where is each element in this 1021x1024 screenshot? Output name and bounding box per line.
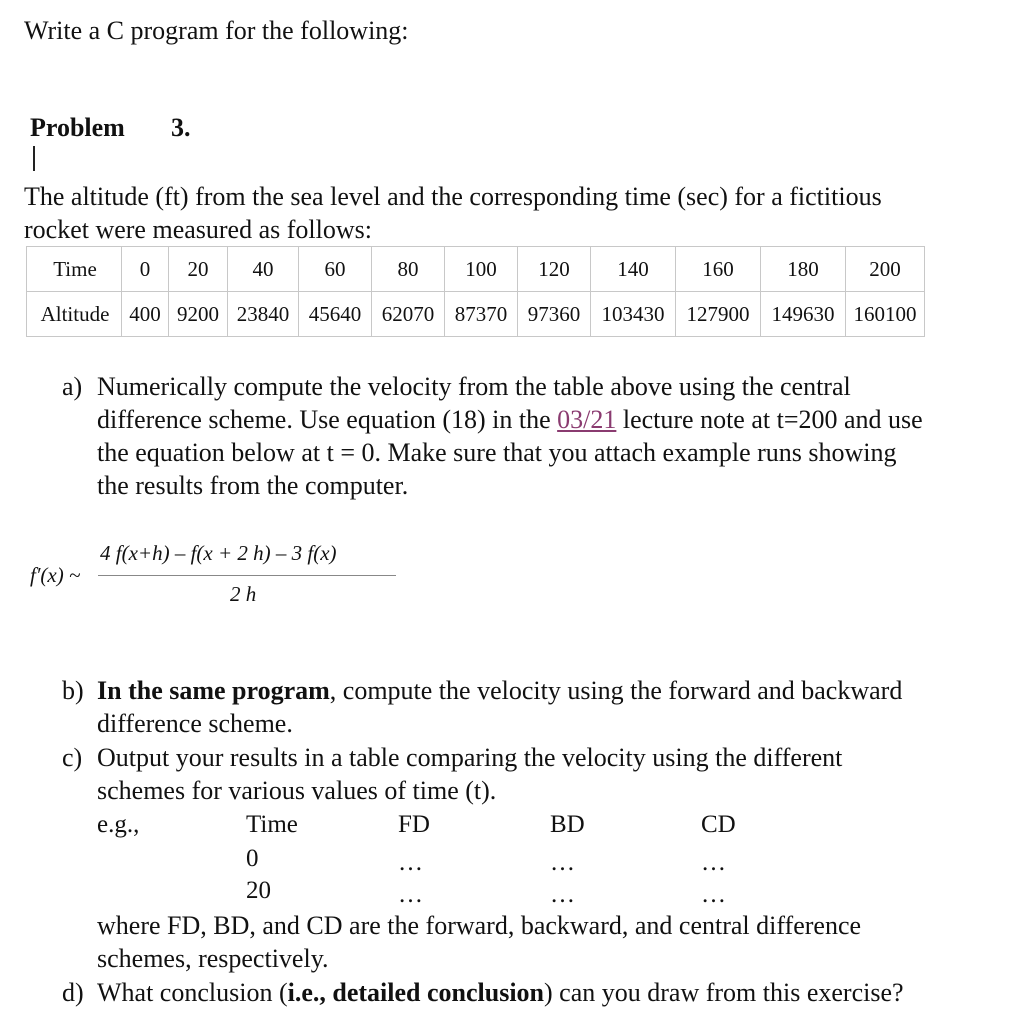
table-cell: 160	[676, 247, 761, 292]
table-cell: 200	[846, 247, 925, 292]
formula-denominator: 2 h	[230, 582, 257, 606]
intro-line-1: The altitude (ft) from the sea level and the corresponding time (sec) for a fictitious	[24, 182, 882, 211]
example-label: e.g.,	[97, 811, 140, 838]
example-header-fd: FD	[398, 811, 430, 838]
part-c-where-line-1: where FD, BD, and CD are the forward, backward, and central difference	[97, 911, 862, 940]
part-c-where-line-2: schemes, respectively.	[97, 944, 329, 973]
example-cell: …	[701, 881, 728, 908]
table-cell: 20	[169, 247, 228, 292]
table-cell: 45640	[299, 292, 372, 337]
table-cell: 400	[122, 292, 169, 337]
example-cell: 20	[246, 877, 271, 904]
part-c-marker: c)	[62, 743, 83, 772]
part-a-line-2-post: lecture note at t=200 and use	[616, 405, 923, 434]
example-cell: 0	[246, 845, 259, 872]
intro-line-2: rocket were measured as follows:	[24, 215, 372, 244]
part-c-line-2: schemes for various values of time (t).	[97, 776, 497, 805]
fraction-bar	[98, 575, 396, 576]
table-cell: 100	[445, 247, 518, 292]
part-d-line	[97, 976, 904, 1009]
altitude-time-table	[26, 246, 925, 337]
table-cell: 23840	[228, 292, 299, 337]
part-a-line-3: the equation below at t = 0. Make sure that you attach example runs showing	[97, 438, 897, 467]
part-a-line-2	[97, 403, 923, 436]
table-header-altitude: Altitude	[27, 292, 122, 337]
part-b-marker: b)	[62, 676, 84, 705]
part-a-line-4: the results from the computer.	[97, 471, 409, 500]
part-a-line-1: Numerically compute the velocity from the table above using the central	[97, 372, 851, 401]
table-cell: 180	[761, 247, 846, 292]
part-c-line-1: Output your results in a table comparing the velocity using the different	[97, 743, 843, 772]
problem-label: Problem	[30, 113, 125, 142]
table-cell: 140	[591, 247, 676, 292]
example-header-time: Time	[246, 811, 298, 838]
table-cell: 87370	[445, 292, 518, 337]
table-cell: 9200	[169, 292, 228, 337]
page-title: Write a C program for the following:	[24, 16, 409, 45]
table-cell: 80	[372, 247, 445, 292]
part-a-line-2-pre: difference scheme. Use equation (18) in the	[97, 405, 558, 434]
formula-lhs: f′(x) ~	[30, 563, 81, 587]
part-a-marker: a)	[62, 372, 83, 401]
example-cell: …	[550, 849, 577, 876]
table-cell: 97360	[518, 292, 591, 337]
part-d-bold: i.e., detailed conclusion	[287, 978, 545, 1007]
problem-number: 3.	[171, 113, 191, 142]
example-cell: …	[398, 881, 425, 908]
table-cell: 160100	[846, 292, 925, 337]
part-b-bold: In the same program	[97, 676, 330, 705]
example-cell: …	[701, 849, 728, 876]
table-row-time	[27, 247, 925, 292]
example-header-cd: CD	[701, 811, 736, 838]
table-cell: 149630	[761, 292, 846, 337]
part-d-post: ) can you draw from this exercise?	[544, 978, 904, 1007]
table-cell: 40	[228, 247, 299, 292]
table-cell: 60	[299, 247, 372, 292]
part-b-line-1	[97, 674, 902, 707]
lecture-note-link[interactable]: 03/21	[557, 405, 617, 434]
text-cursor	[33, 146, 35, 171]
table-row-altitude	[27, 292, 925, 337]
table-cell: 62070	[372, 292, 445, 337]
table-cell: 103430	[591, 292, 676, 337]
part-d-pre: What conclusion (	[97, 978, 288, 1007]
table-cell: 120	[518, 247, 591, 292]
part-d-marker: d)	[62, 978, 84, 1007]
formula-numerator: 4 f(x+h) – f(x + 2 h) – 3 f(x)	[100, 541, 337, 565]
table-header-time: Time	[27, 247, 122, 292]
table-cell: 0	[122, 247, 169, 292]
example-header-bd: BD	[550, 811, 585, 838]
example-cell: …	[398, 849, 425, 876]
part-b-line-1-rest: , compute the velocity using the forward and backward	[329, 676, 903, 705]
example-cell: …	[550, 881, 577, 908]
part-b-line-2: difference scheme.	[97, 709, 293, 738]
table-cell: 127900	[676, 292, 761, 337]
